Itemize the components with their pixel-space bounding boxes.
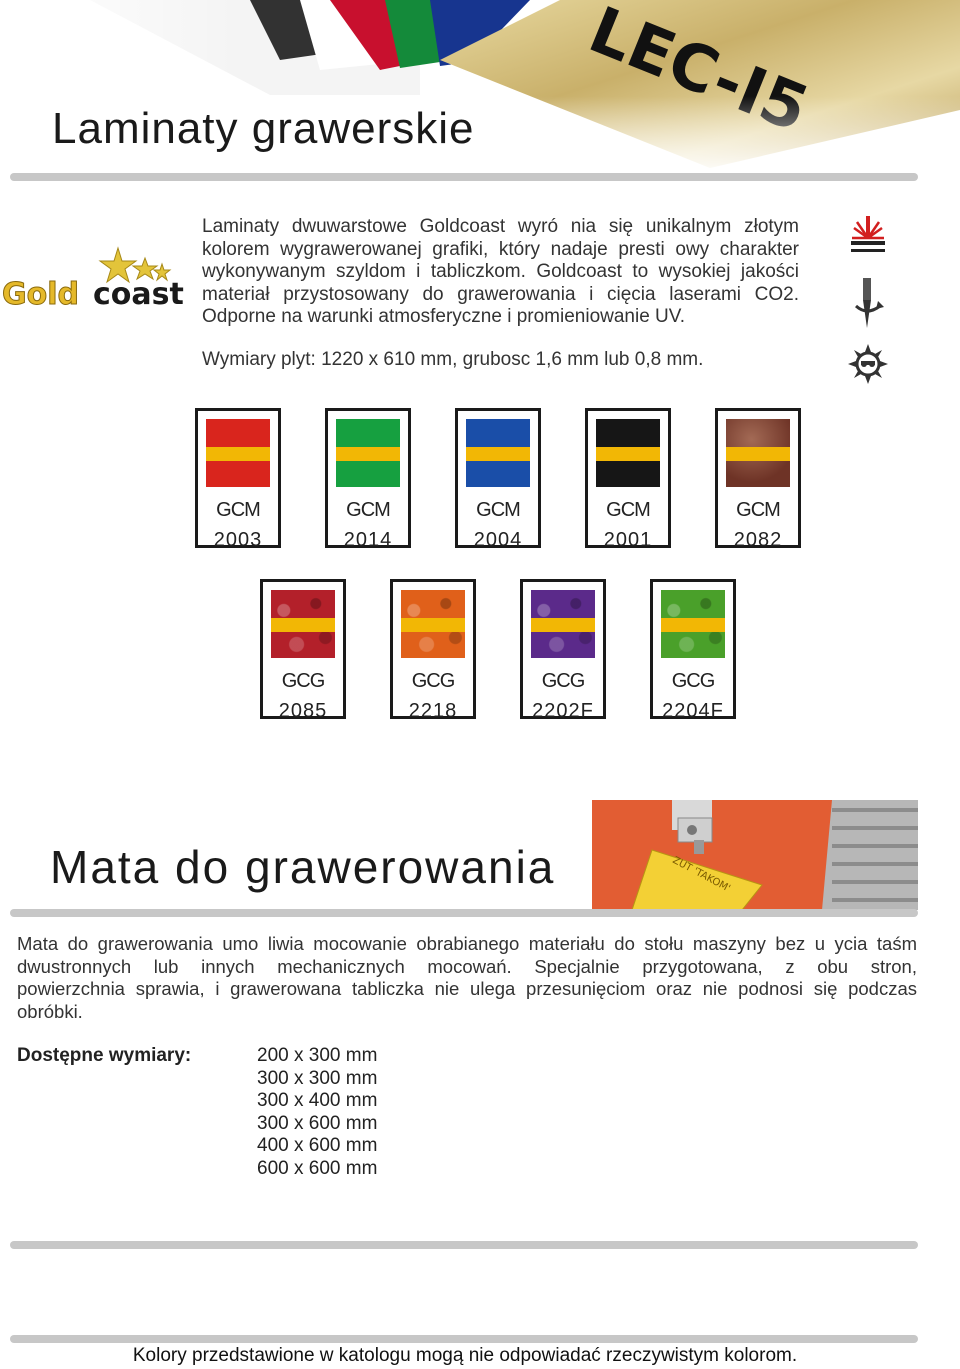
color-swatch	[466, 419, 530, 487]
section-divider	[10, 1241, 918, 1249]
engraved-stripe	[401, 618, 465, 632]
swatch-code: 2218	[408, 700, 458, 722]
swatch-code: 2003	[213, 529, 263, 551]
swatch-card-2004	[455, 408, 541, 551]
color-swatch	[531, 590, 595, 658]
page-title: Laminaty grawerskie	[52, 104, 475, 153]
engraved-stripe	[271, 618, 335, 632]
mat-section-title: Mata do grawerowania	[50, 841, 556, 893]
engraved-stripe	[466, 447, 530, 461]
engraved-stripe	[206, 447, 270, 461]
color-swatch	[271, 590, 335, 658]
swatch-card-2085	[260, 579, 346, 722]
plate-dimensions: Wymiary plyt: 1220 x 610 mm, grubosc 1,6 mm lub 0,8 mm.	[202, 349, 704, 370]
color-swatch	[596, 419, 660, 487]
goldcoast-logo-image	[0, 244, 192, 316]
swatch-card-2218	[390, 579, 476, 722]
color-swatch	[206, 419, 270, 487]
mat-line: dwustronnych lub innych mechanicznych mocowań. Specjalnie przygotowana, z obu stron,	[17, 955, 917, 977]
size-item: 600 x 600 mm	[257, 1157, 378, 1179]
engraved-stripe	[531, 618, 595, 632]
sizes-label: Dostępne wymiary:	[17, 1045, 192, 1066]
mat-paragraph	[17, 933, 917, 1001]
intro-line: wykonywanym szyldom i tabliczkom. Goldcoast to wysokiej jakości	[202, 261, 799, 282]
intro-paragraph	[202, 216, 799, 329]
intro-line: kolorem wygrawerowanej grafiki, który nadaje presti owy charakter	[202, 238, 799, 260]
swatch-code: 2202F	[532, 700, 594, 722]
plate-photo-text: ZUT 'TAKOM'	[670, 854, 732, 895]
size-item: 300 x 400 mm	[257, 1090, 378, 1111]
swatch-code: 2014	[343, 529, 393, 551]
logo-gold-word: Gold	[2, 277, 79, 312]
swatch-prefix: GCG	[671, 670, 715, 692]
swatch-code: 2204F	[662, 700, 724, 722]
engraved-stripe	[726, 447, 790, 461]
swatch-code: 2082	[733, 529, 783, 551]
swatch-prefix: GCM	[476, 499, 520, 521]
swatch-card-2001	[585, 408, 671, 551]
swatch-card-2003	[195, 408, 281, 551]
uv-sun-icon	[848, 344, 888, 384]
engraved-stripe	[596, 447, 660, 461]
mat-line: powierzchnia sprawia, i grawerowana tabliczka nie ulega przesunięciom oraz nie podnosi się podczas	[17, 978, 917, 999]
logo-coast-word: coast	[93, 277, 184, 312]
color-swatch	[661, 590, 725, 658]
color-swatch	[401, 590, 465, 658]
swatch-card-2014	[325, 408, 411, 551]
swatch-prefix: GCM	[216, 499, 260, 521]
engraved-stripe	[661, 618, 725, 632]
intro-line: materiał przystosowany do grawerowania i cięcia laserami CO2.	[202, 283, 799, 305]
engraved-stripe	[336, 447, 400, 461]
footer-note: Kolory przedstawione w katologu mogą nie odpowiadać rzeczywistym kolorom.	[132, 1345, 798, 1366]
swatch-code: 2004	[473, 529, 523, 551]
sizes-list	[257, 1045, 377, 1180]
engraving-bit-icon	[850, 276, 886, 330]
color-swatch	[336, 419, 400, 487]
swatch-card-2204F	[650, 579, 736, 722]
swatch-prefix: GCG	[541, 670, 585, 692]
section-divider	[10, 909, 918, 917]
swatch-card-2082	[715, 408, 801, 551]
color-swatch	[726, 419, 790, 487]
goldcoast-logo	[0, 244, 192, 316]
section-divider	[10, 173, 918, 181]
swatch-prefix: GCG	[281, 670, 325, 692]
mat-line: Mata do grawerowania umo liwia mocowanie obrabianego materiału do stołu maszyny bez u ycia taśm	[17, 933, 917, 954]
size-item: 300 x 300 mm	[257, 1067, 378, 1089]
swatch-prefix: GCM	[346, 499, 390, 521]
swatch-card-2202F	[520, 579, 606, 722]
size-item: 400 x 600 mm	[257, 1135, 378, 1156]
intro-line: Odporne na warunki atmosferyczne i promieniowanie UV.	[202, 306, 685, 327]
mat-paragraph-last-line: obróbki.	[17, 1001, 83, 1022]
intro-line: Laminaty dwuwarstowe Goldcoast wyró nia się unikalnym złotym	[202, 216, 799, 237]
swatch-prefix: GCM	[736, 499, 780, 521]
size-item: 300 x 600 mm	[257, 1112, 378, 1134]
swatch-prefix: GCM	[606, 499, 650, 521]
laser-icon	[848, 214, 888, 258]
swatch-code: 2085	[278, 700, 328, 722]
size-item: 200 x 300 mm	[257, 1045, 378, 1066]
engraving-mat-photo	[592, 800, 918, 910]
section-divider	[10, 1335, 918, 1343]
swatch-prefix: GCG	[411, 670, 455, 692]
swatch-code: 2001	[603, 529, 653, 551]
